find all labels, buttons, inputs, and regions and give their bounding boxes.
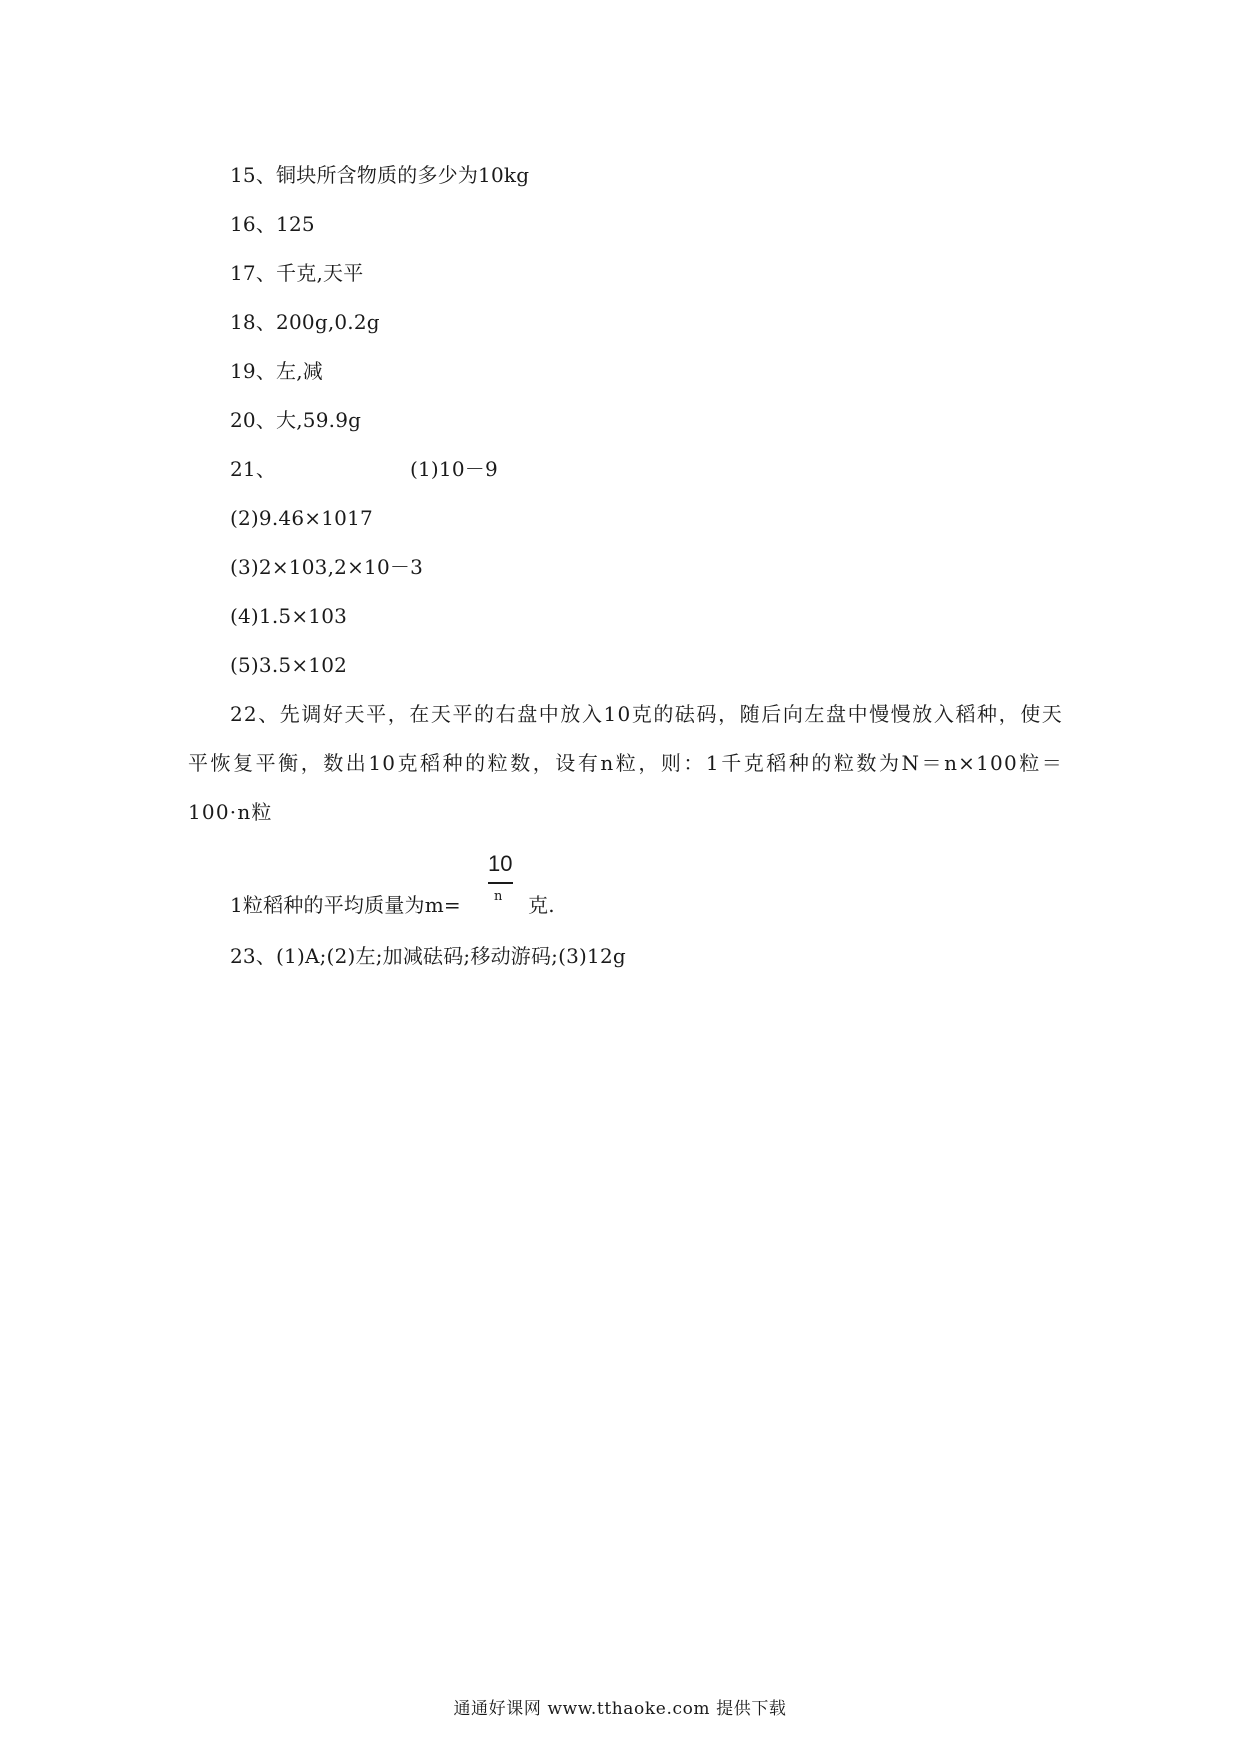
answer-15: 15、铜块所含物质的多少为10kg — [230, 163, 530, 187]
answer-22-paragraph: 22、先调好天平，在天平的右盘中放入10克的砝码，随后向左盘中慢慢放入稻种，使天平恢复平衡，数出10克稻种的粒数，设有n粒，则：1千克稻种的粒数为N＝n×100粒＝100·n粒 — [188, 702, 1063, 824]
answer-21-label: 21、 — [230, 457, 277, 481]
answer-18: 18、200g,0.2g — [230, 310, 380, 334]
answer-21-part-3: (3)2×103,2×10－3 — [230, 555, 423, 579]
answer-16: 16、125 — [230, 212, 315, 236]
fraction-bar — [488, 882, 513, 884]
answer-17: 17、千克,天平 — [230, 261, 364, 285]
answer-21-part-1: (1)10－9 — [410, 457, 498, 481]
answer-23: 23、(1)A;(2)左;加减砝码;移动游码;(3)12g — [230, 944, 626, 968]
answer-20: 20、大,59.9g — [230, 408, 362, 432]
fraction-numerator: 10 — [488, 851, 513, 876]
answer-21-part-5: (5)3.5×102 — [230, 653, 348, 677]
answer-19: 19、左,减 — [230, 359, 324, 383]
fraction-denominator: n — [494, 889, 503, 904]
answer-21-part-4: (4)1.5×103 — [230, 604, 348, 628]
answer-22-mass-prefix: 1粒稻种的平均质量为m= — [230, 893, 461, 917]
answer-21-part-2: (2)9.46×1017 — [230, 506, 373, 530]
answer-22-mass-suffix: 克. — [528, 893, 555, 917]
mass-fraction — [488, 851, 518, 907]
footer-source-note: 通通好课网 www.tthaoke.com 提供下载 — [453, 1699, 787, 1719]
